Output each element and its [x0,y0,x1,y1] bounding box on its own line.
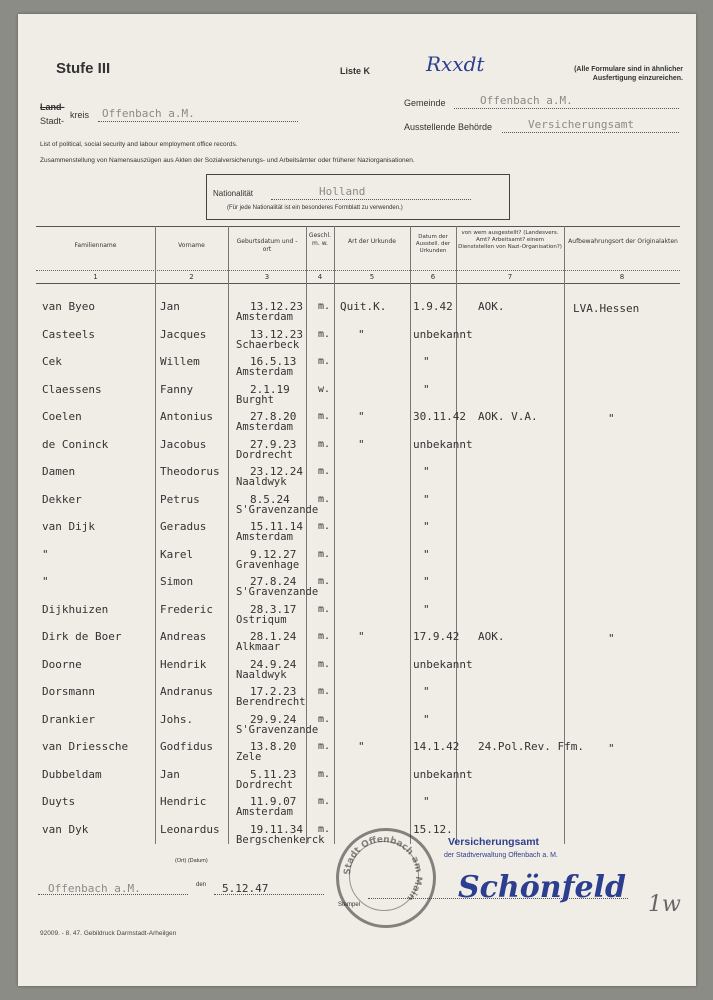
row-0-firstname: Jan [160,300,180,313]
gemeinde-value: Offenbach a.M. [480,94,573,107]
col-divider-2 [228,226,229,844]
row-16-surname: van Driessche [42,740,129,753]
row-9-issued: " [423,547,430,561]
row-8-birthdate: 15.11.14 [250,520,303,533]
row-12-archive: " [608,632,615,645]
row-7-birthdate: 8.5.24 [250,492,290,506]
row-2-surname: Cek [42,355,62,368]
row-18-surname: Duyts [42,795,76,808]
row-0-archive: LVA.Hessen [573,302,640,315]
row-3-issued: " [423,382,430,396]
row-11-birthdate: 28.3.17 [250,602,297,616]
row-2-issued: " [423,355,430,368]
row-17-sex: m. [318,768,331,780]
row-17-surname: Dubbeldam [42,767,102,781]
row-14-issued: " [423,685,430,698]
row-12-firstname: Andreas [160,630,207,643]
row-13-issued: unbekannt [413,657,473,671]
row-12-document: " [358,630,365,643]
row-19-surname: van Dyk [42,822,89,836]
row-17-firstname: Jan [160,767,180,781]
row-19-firstname: Leonardus [160,822,220,836]
nationality-value: Holland [319,185,366,198]
row-10-sex: m. [318,576,331,587]
kreis-line [98,121,298,122]
row-15-surname: Drankier [42,712,95,726]
row-13-sex: m. [318,658,331,670]
margin-mark: 1w [648,892,681,917]
row-4-document: " [358,410,365,423]
row-4-surname: Coelen [42,410,82,423]
row-7-issued: " [423,492,430,506]
row-6-issued: " [423,465,430,478]
row-9-surname: " [42,547,49,561]
row-6-firstname: Theodorus [160,465,220,478]
row-1-birthplace: Schaerbeck [236,338,300,351]
col-header-2: Vorname [178,242,205,249]
row-16-document: " [358,740,365,753]
row-5-surname: de Coninck [42,437,109,451]
row-2-firstname: Willem [160,355,200,368]
col-num-4: 4 [317,273,323,281]
col-header-1: Familienname [74,242,117,249]
row-3-firstname: Fanny [160,382,194,396]
row-6-sex: m. [318,466,331,477]
row-17-birthplace: Dordrecht [236,778,293,791]
row-16-birthdate: 13.8.20 [250,740,297,753]
col-header-6: Datum der Ausstell. der Urkunden [415,234,451,254]
nationality-note: (Für jede Nationalität ist ein besonderes Formblatt zu verwenden.) [227,205,403,211]
row-4-birthdate: 27.8.20 [250,410,297,423]
row-18-firstname: Hendric [160,795,207,808]
row-1-sex: m. [318,328,331,340]
row-9-firstname: Karel [160,547,194,561]
gemeinde-line [454,108,679,109]
row-14-firstname: Andranus [160,685,213,698]
row-14-sex: m. [318,686,331,697]
col-num-2: 2 [189,273,194,281]
office-stamp-line1: Versicherungsamt [448,836,540,848]
row-19-sex: m. [318,823,331,835]
row-12-surname: Dirk de Boer [42,630,122,643]
row-10-birthdate: 27.8.24 [250,575,297,588]
row-14-birthdate: 17.2.23 [250,685,297,698]
signature: Schönfeld [458,870,626,905]
row-3-birthdate: 2.1.19 [250,382,290,396]
svg-text:Stadt Offenbach am Main: Stadt Offenbach am Main [342,834,424,903]
row-13-surname: Doorne [42,657,82,671]
row-13-birthplace: Naaldwyk [236,668,287,681]
row-4-sex: m. [318,411,331,422]
row-0-birthdate: 13.12.23 [250,300,303,313]
row-4-archive: " [608,412,615,425]
row-19-birthplace: Bergschenkerck [236,833,325,846]
row-3-sex: w. [318,383,331,395]
row-8-sex: m. [318,521,331,532]
row-12-birthdate: 28.1.24 [250,630,297,643]
row-6-birthplace: Naaldwyk [236,476,287,488]
row-16-issued-by: 24.Pol.Rev. Ffm. [478,740,584,753]
row-19-birthdate: 19.11.34 [250,822,303,836]
row-12-birthplace: Alkmaar [236,641,281,653]
col-num-8: 8 [619,273,625,281]
row-15-birthdate: 29.9.24 [250,712,297,726]
row-3-birthplace: Burght [236,393,274,406]
row-19-issued: 15.12. [413,822,453,836]
row-18-sex: m. [318,796,331,807]
row-11-birthplace: Ostriqum [236,613,287,626]
row-7-birthplace: S'Gravenzande [236,503,319,516]
row-4-firstname: Antonius [160,410,213,423]
row-10-issued: " [423,575,430,588]
kreis-label: kreis [70,110,90,120]
row-0-birthplace: Amsterdam [236,311,293,323]
row-4-issued: 30.11.42 [413,410,466,423]
row-4-birthplace: Amsterdam [236,421,293,433]
row-15-firstname: Johs. [160,712,194,726]
col-divider-4 [334,226,335,844]
behoerde-value: Versicherungsamt [528,118,634,131]
row-5-issued: unbekannt [413,437,473,451]
row-3-surname: Claessens [42,382,102,396]
list-label: Liste K [340,66,371,76]
row-9-birthdate: 9.12.27 [250,547,297,561]
row-11-sex: m. [318,603,331,615]
row-18-birthdate: 11.9.07 [250,795,297,808]
row-0-surname: van Byeo [42,300,95,313]
row-2-birthdate: 16.5.13 [250,355,297,368]
row-4-issued-by: AOK. V.A. [478,410,538,423]
row-0-issued-by: AOK. [478,300,505,313]
col-header-5: Art der Urkunde [348,238,396,245]
col-num-7: 7 [507,273,513,281]
row-8-birthplace: Amsterdam [236,531,293,543]
row-17-birthdate: 5.11.23 [250,767,297,781]
row-9-sex: m. [318,548,331,560]
row-9-birthplace: Gravenhage [236,558,300,571]
printer-line: 92009. - 8. 47. Gebildruck Darmstadt-Arheilgen [40,930,177,937]
header-bottom-line [36,283,680,284]
col-header-4: Geschl. m. w. [308,232,332,247]
table-top-line [36,226,680,227]
row-2-birthplace: Amsterdam [236,366,293,378]
nationality-line [271,199,471,200]
row-8-issued: " [423,520,430,533]
col-num-3: 3 [264,273,270,281]
header-num-line [36,270,680,271]
row-8-surname: van Dijk [42,520,95,533]
kreis-value: Offenbach a.M. [102,107,195,120]
row-15-issued: " [423,712,430,726]
round-stamp-text [336,828,430,922]
handwritten-mark: Rxxdt [426,52,485,76]
stamp-caption: Stempel [338,902,361,908]
gemeinde-label: Gemeinde [404,98,446,108]
row-17-issued: unbekannt [413,767,473,781]
row-13-birthdate: 24.9.24 [250,657,297,671]
col-num-6: 6 [430,273,436,281]
row-15-sex: m. [318,713,331,725]
row-15-birthplace: S'Gravenzande [236,723,319,736]
footer-date-line [214,894,324,895]
row-0-document: Quit.K. [340,300,387,313]
row-0-sex: m. [318,301,331,312]
col-divider-3 [306,226,307,844]
row-6-birthdate: 23.12.24 [250,465,303,478]
col-header-7: von wem ausgestellt? (Landesvers. Amt? Arbeitsamt? einem Dienststellen von Nazi-Organisation?) [458,230,562,250]
row-0-issued: 1.9.42 [413,300,453,313]
row-7-surname: Dekker [42,492,82,506]
form-note: (Alle Formulare sind in ähnlicher Ausfertigung einzureichen. [574,66,683,82]
footer-date: 5.12.47 [222,882,269,895]
row-14-birthplace: Berendrecht [236,696,306,708]
row-5-document: " [358,437,365,451]
row-16-firstname: Godfidus [160,740,213,753]
row-11-issued: " [423,602,430,616]
row-5-sex: m. [318,438,331,450]
row-1-document: " [358,327,365,341]
row-11-surname: Dijkhuizen [42,602,109,616]
row-16-sex: m. [318,741,331,752]
row-6-surname: Damen [42,465,76,478]
row-5-firstname: Jacobus [160,437,207,451]
row-16-issued: 14.1.42 [413,740,460,753]
row-10-birthplace: S'Gravenzande [236,586,319,598]
row-11-firstname: Frederic [160,602,213,616]
row-7-sex: m. [318,493,331,505]
behoerde-label: Ausstellende Behörde [404,122,493,132]
row-1-firstname: Jacques [160,327,207,341]
footer-place-line [38,894,188,895]
col-num-1: 1 [93,273,98,281]
office-stamp-line2: der Stadtverwaltung Offenbach a. M. [444,852,558,859]
footer-place: Offenbach a.M. [48,882,141,895]
row-10-firstname: Simon [160,575,194,588]
round-stamp [336,828,436,928]
german-description: Zusammenstellung von Namensauszügen aus Akten der Sozialversicherungs- und Arbeitsämter oder früherer Naziorganisationen. [40,157,415,164]
footer-place-caption: (Ort) (Datum) [175,858,208,864]
land-label: Land- [40,102,65,112]
col-divider-5 [410,226,411,844]
row-12-issued: 17.9.42 [413,630,460,643]
stage-title: Stufe III [56,60,111,77]
row-12-sex: m. [318,631,331,642]
row-16-archive: " [608,742,615,755]
col-header-8: Aufbewahrungsort der Originalakten [568,238,678,245]
row-13-firstname: Hendrik [160,657,207,671]
row-5-birthplace: Dordrecht [236,448,293,461]
row-16-birthplace: Zele [236,751,262,763]
behoerde-line [502,132,679,133]
stadt-label: Stadt- [40,116,65,126]
row-10-surname: " [42,575,49,588]
nationality-label: Nationalität [213,189,254,198]
row-1-birthdate: 13.12.23 [250,327,303,341]
form-sheet [18,14,696,986]
row-2-sex: m. [318,356,331,367]
row-8-firstname: Geradus [160,520,207,533]
row-5-birthdate: 27.9.23 [250,437,297,451]
col-divider-1 [155,226,156,844]
row-18-birthplace: Amsterdam [236,806,293,818]
col-num-5: 5 [369,273,375,281]
row-7-firstname: Petrus [160,492,200,506]
nationality-box [206,174,510,220]
row-1-surname: Casteels [42,327,95,341]
row-1-issued: unbekannt [413,327,473,341]
row-18-issued: " [423,795,430,808]
col-header-3: Geburtsdatum und -ort [236,238,298,253]
row-14-surname: Dorsmann [42,685,95,698]
row-12-issued-by: AOK. [478,630,505,643]
footer-den-label: den [196,882,207,888]
english-description: List of political, social security and labour employment office records. [40,141,238,148]
